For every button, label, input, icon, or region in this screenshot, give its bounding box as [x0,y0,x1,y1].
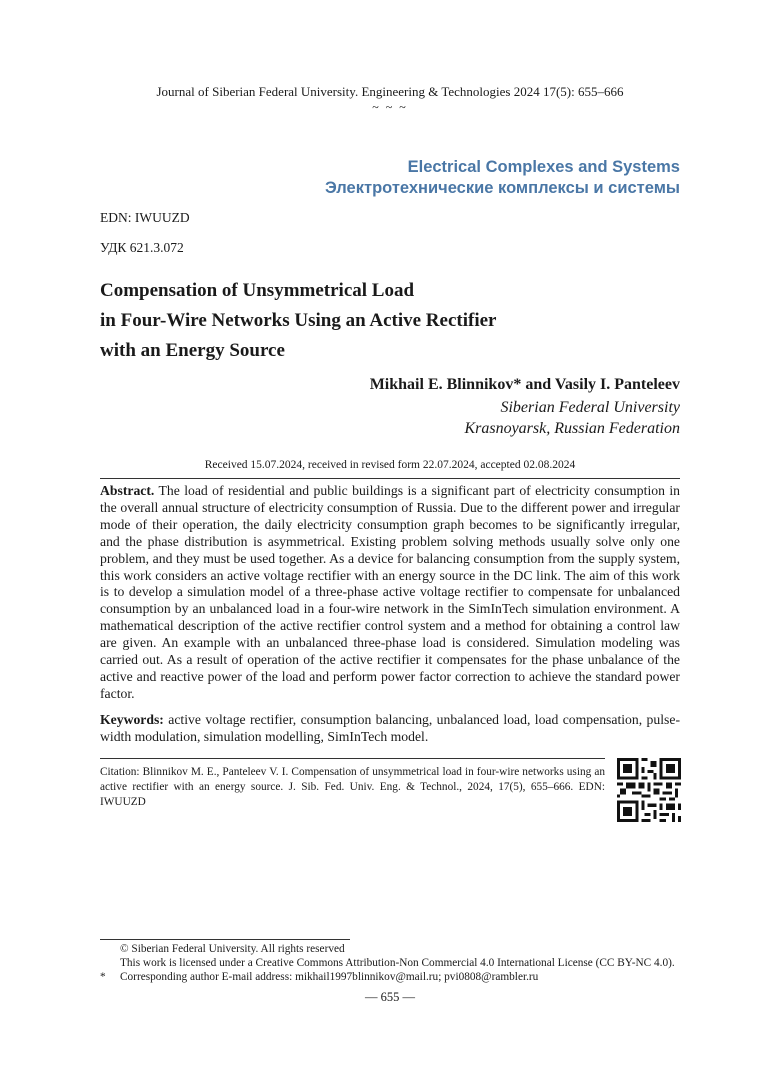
keywords-text: active voltage rectifier, consumption balancing, unbalanced load, load compensation, pulse-width modulation, simulation modelling, SimInTech model. [100,712,680,744]
title-line-3: with an Energy Source [100,340,285,361]
section-title-english: Electrical Complexes and Systems [407,158,680,176]
qr-code-icon [617,758,681,822]
authors: Mikhail E. Blinnikov* and Vasily I. Panteleev [369,376,680,393]
location: Krasnoyarsk, Russian Federation [464,420,680,437]
affiliation: Siberian Federal University [500,399,680,416]
abstract [100,483,680,703]
footnote-star: * [100,971,106,983]
footnote-divider [100,939,350,940]
section-title-russian: Электротехнические комплексы и системы [324,179,680,197]
keywords-label: Keywords: [100,712,164,727]
header-separator: ~ ~ ~ [372,100,408,114]
received-dates: Received 15.07.2024, received in revised form 22.07.2024, accepted 02.08.2024 [204,459,576,471]
citation: Citation: Blinnikov M. E., Panteleev V. I. Compensation of unsymmetrical load in four-wire networks using an active rectifier with an energy source. J. Sib. Fed. Univ. Eng. & Technol., 2024, 17(5), 655–666. EDN: IWUUZD [100,766,605,808]
abstract-label: Abstract. [100,483,155,498]
journal-header: Journal of Siberian Federal University. Engineering & Technologies 2024 17(5): 655–666 [156,84,624,99]
citation-divider [100,758,605,759]
license-note: This work is licensed under a Creative Commons Attribution-Non Commercial 4.0 International License (CC BY-NC 4.0). [120,957,675,969]
title-line-2: in Four-Wire Networks Using an Active Rectifier [100,310,497,331]
abstract-text: The load of residential and public buildings is a significant part of electricity consumption in the overall annual structure of electricity consumption of Russia. Due to the different power and irregular mode of their operation, the daily electricity consumption graph becomes to be significantly irregular, and the phase distribution is asymmetrical. Existing problem solving methods usually solve only one problem, and they must be used together. As a device for balancing consumption from the supply system, this work considers an active voltage rectifier with an energy source in the DC link. The aim of this work is to develop a simulation model of a three-phase active voltage rectifier to compensate for unbalanced consumption by an unbalanced load in a four-wire network in the SimInTech simulation environment. A mathematical description of the active rectifier control system and a method for obtaining a control law are given. An example with an unbalanced three-phase load is considered. Simulation modeling was carried out. As a result of operation of the active rectifier it compensates for the phase unbalance of the active and reactive power of the load and perform power factor correction to achieve the standard power factor. [100,483,680,701]
keywords [100,711,680,745]
divider [100,478,680,479]
copyright-note: © Siberian Federal University. All rights reserved [120,943,345,955]
edn-code: EDN: IWUUZD [100,210,190,225]
title-line-1: Compensation of Unsymmetrical Load [100,280,415,301]
paper-title [100,276,660,366]
page-number: — 655 — [365,990,415,1004]
corresponding-author-note: Corresponding author E-mail address: mikhail1997blinnikov@mail.ru; pvi0808@rambler.ru [120,971,539,983]
udk-code: УДК 621.3.072 [100,240,184,255]
